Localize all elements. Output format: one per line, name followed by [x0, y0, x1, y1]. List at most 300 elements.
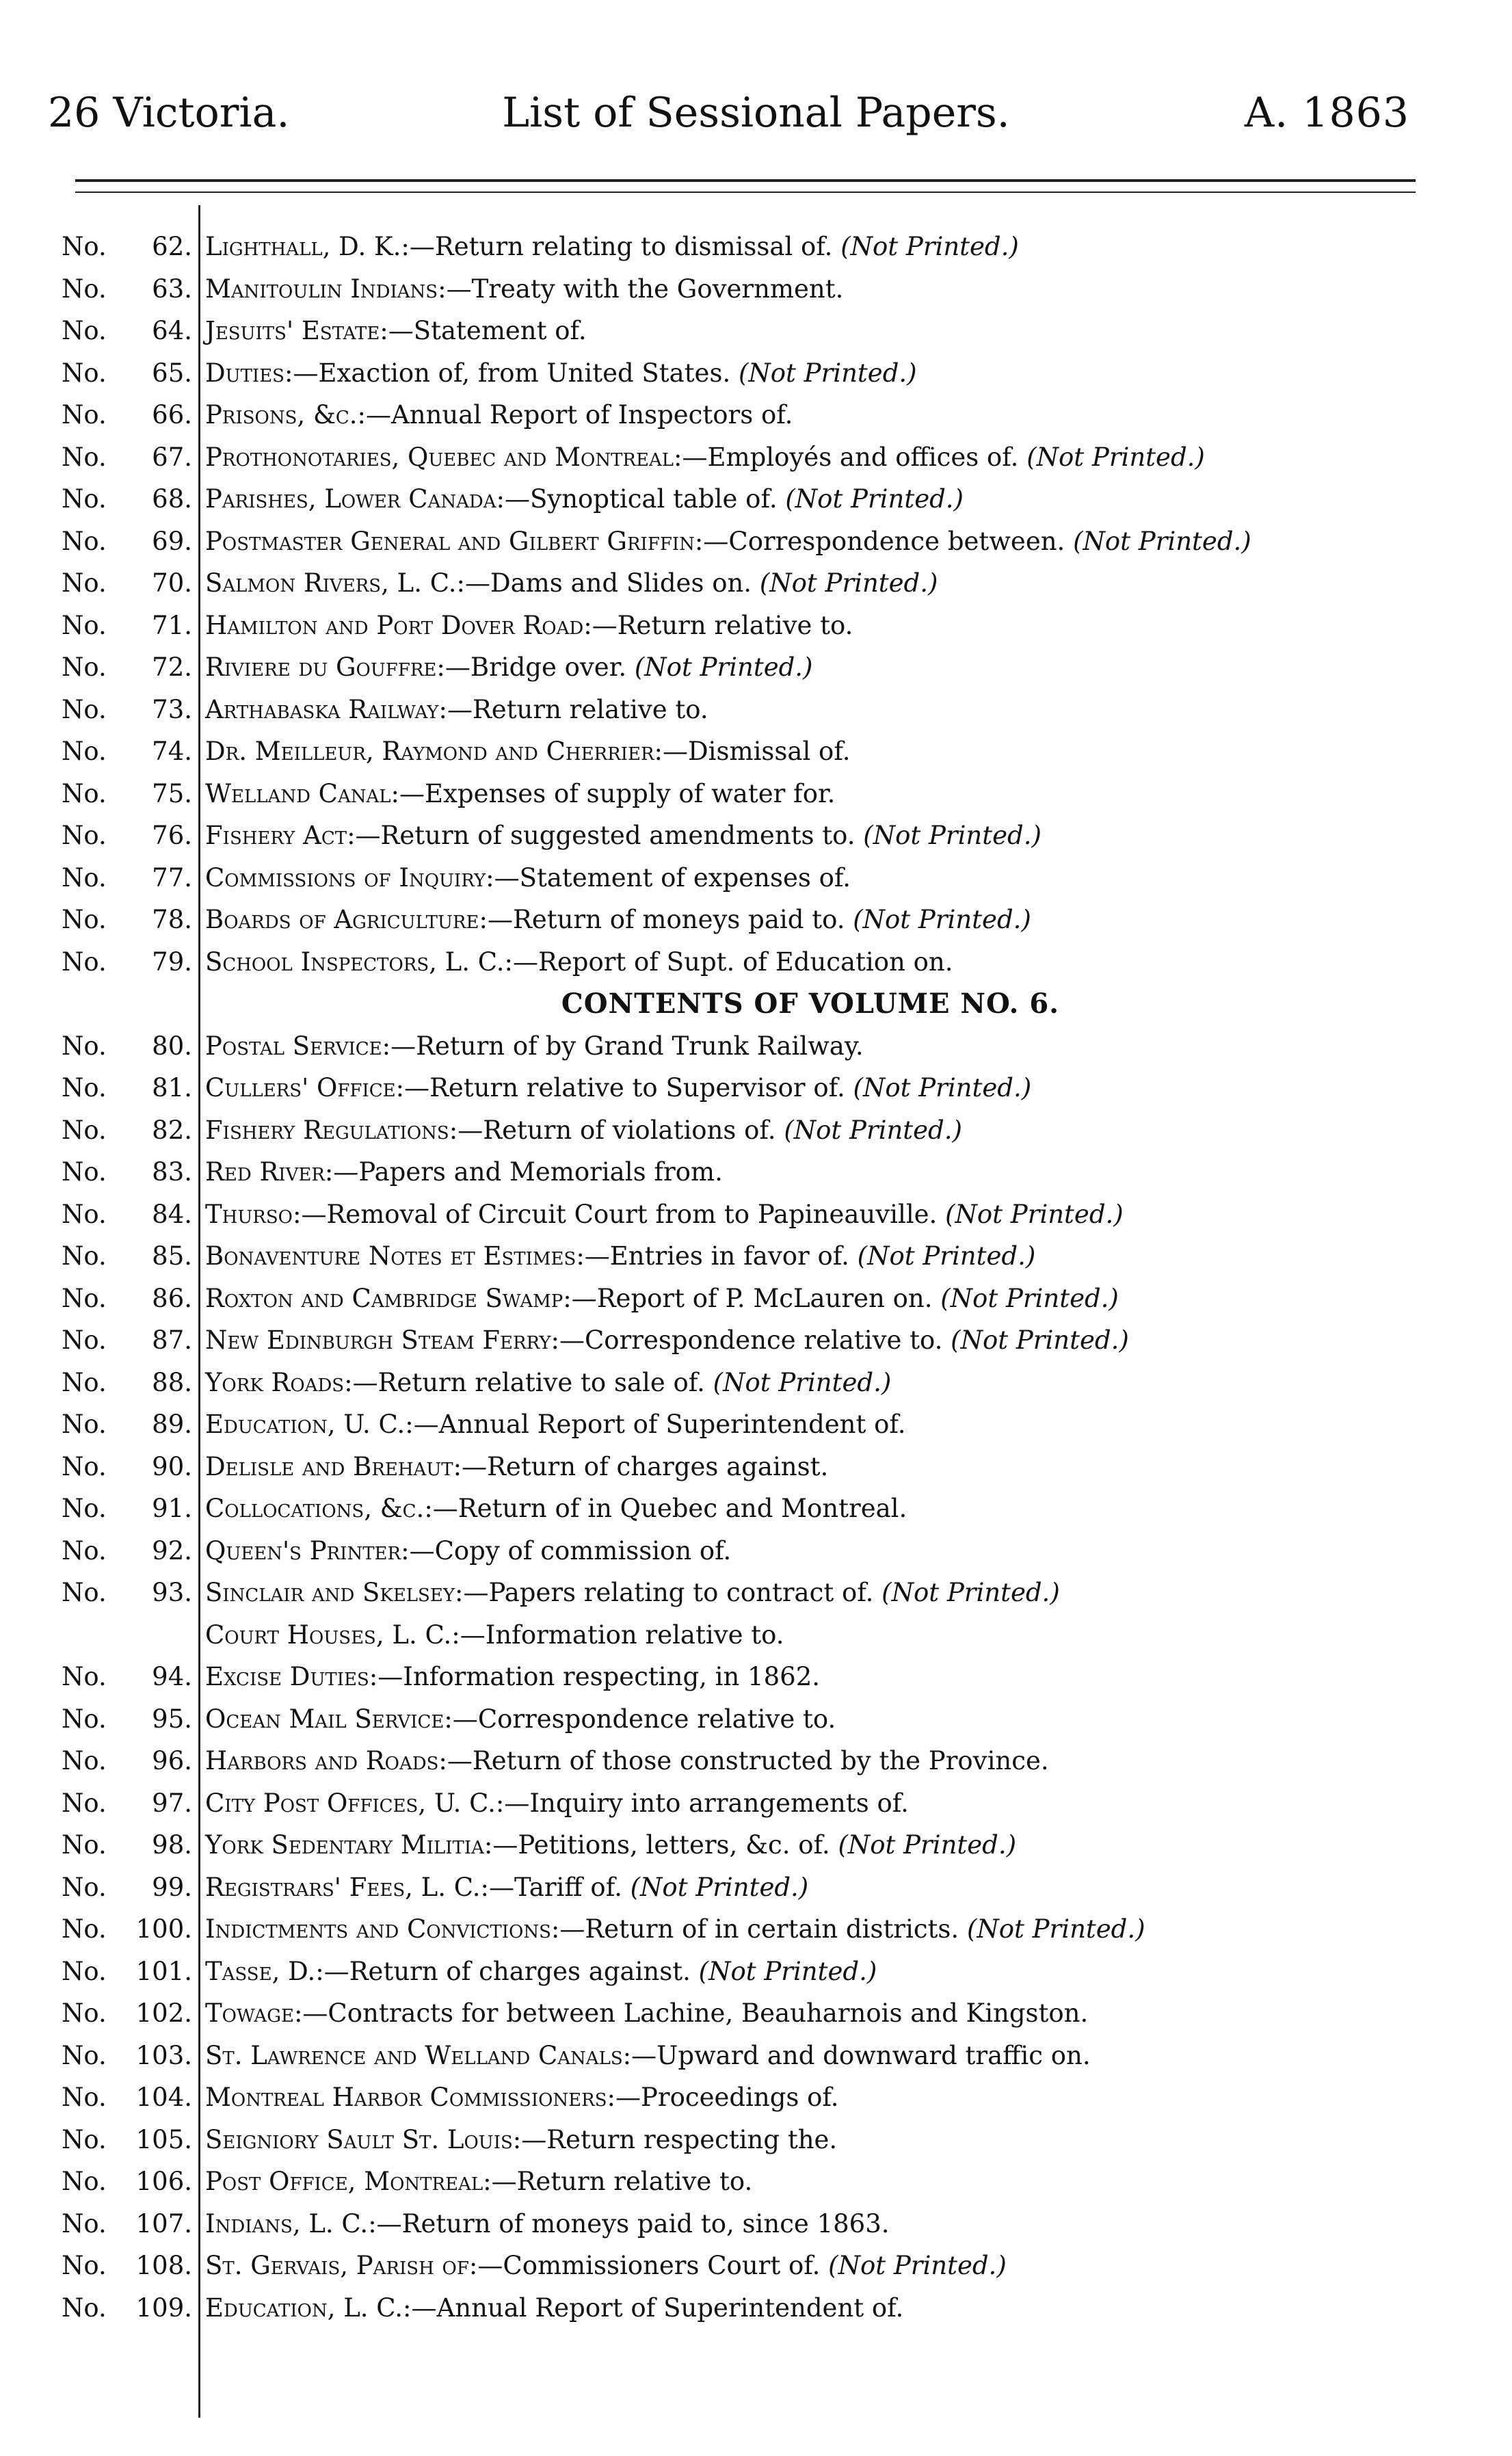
paper-subject: Red River: — [205, 1157, 334, 1187]
header-title: List of Sessional Papers. — [502, 89, 1010, 137]
paper-description: —Return relative to. — [592, 610, 853, 640]
no-label: No. — [62, 568, 107, 598]
paper-number: 74. — [152, 737, 192, 766]
paper-number: 102. — [135, 1998, 192, 2028]
paper-description: —Copy of commission of. — [409, 1535, 732, 1566]
no-label: No. — [62, 737, 107, 766]
list-item — [0, 941, 1512, 983]
paper-subject: Duties: — [205, 358, 293, 388]
paper-subject: New Edinburgh Steam Ferry: — [205, 1325, 559, 1355]
paper-number: 69. — [152, 526, 192, 556]
entries-group-b — [0, 1025, 1512, 2329]
list-item — [0, 352, 1512, 395]
paper-description: —Bridge over. — [445, 652, 627, 682]
paper-subject: Prisons, &c.: — [205, 400, 367, 430]
paper-number: 65. — [152, 358, 192, 388]
list-item — [0, 1992, 1512, 2035]
paper-number: 105. — [135, 2124, 192, 2154]
list-item — [0, 1908, 1512, 1951]
no-label: No. — [62, 526, 107, 556]
paper-subject: Tasse, D.: — [205, 1956, 324, 1986]
paper-number: 92. — [152, 1535, 192, 1566]
list-item — [0, 1782, 1512, 1825]
paper-subject: Welland Canal: — [205, 778, 400, 808]
paper-number: 99. — [152, 1872, 192, 1902]
not-printed-note: (Not Printed.) — [1026, 442, 1205, 472]
paper-subject: Sinclair and Skelsey: — [205, 1578, 464, 1607]
header-year: A. 1863 — [1244, 89, 1409, 137]
no-label: No. — [62, 1956, 107, 1986]
paper-entry — [205, 2203, 890, 2245]
paper-description: —Petitions, letters, &c. of. — [492, 1830, 830, 1860]
paper-number: 95. — [152, 1704, 192, 1734]
paper-subject: Cullers' Office: — [205, 1073, 405, 1102]
not-printed-note: (Not Printed.) — [759, 568, 938, 598]
no-label: No. — [62, 1998, 107, 2028]
list-item — [0, 857, 1512, 899]
paper-entry — [205, 1193, 1124, 1236]
list-item — [0, 2245, 1512, 2287]
paper-description: —Contracts for between Lachine, Beauharnois and Kingston. — [302, 1998, 1089, 2028]
paper-subject: Arthabaska Railway: — [205, 694, 447, 724]
list-item — [0, 1951, 1512, 1993]
paper-entry — [205, 1782, 909, 1825]
paper-subject: Lighthall, D. K.: — [205, 232, 410, 261]
paper-number: 76. — [152, 821, 192, 850]
paper-subject: Harbors and Roads: — [205, 1746, 447, 1775]
list-item — [0, 899, 1512, 941]
paper-description: —Correspondence relative to. — [452, 1704, 836, 1734]
no-label: No. — [62, 1914, 107, 1944]
sessional-papers-list — [0, 226, 1512, 2329]
no-label: No. — [62, 778, 107, 808]
paper-entry — [205, 646, 812, 689]
no-label: No. — [62, 1157, 107, 1187]
not-printed-note: (Not Printed.) — [838, 1830, 1017, 1860]
paper-description: —Return of charges against. — [323, 1956, 691, 1986]
paper-subject: Riviere du Gouffre: — [205, 652, 445, 682]
list-item — [0, 1824, 1512, 1866]
paper-description: —Return of those constructed by the Province. — [447, 1746, 1049, 1775]
paper-entry — [205, 352, 917, 395]
no-label: No. — [62, 694, 107, 724]
paper-subject: Ocean Mail Service: — [205, 1704, 453, 1734]
no-label: No. — [62, 2083, 107, 2112]
paper-description: —Dams and Slides on. — [464, 568, 752, 598]
paper-entry — [205, 2245, 1007, 2287]
paper-entry — [205, 730, 850, 773]
no-label: No. — [62, 1872, 107, 1902]
entries-group-a — [0, 226, 1512, 983]
paper-entry — [205, 268, 843, 311]
not-printed-note: (Not Printed.) — [784, 1115, 962, 1145]
paper-entry — [205, 1951, 877, 1993]
paper-subject: Indians, L. C.: — [205, 2208, 377, 2239]
paper-number: 80. — [152, 1031, 192, 1061]
header-rule-thick — [75, 179, 1416, 182]
list-item — [0, 646, 1512, 689]
paper-subject: Queen's Printer: — [205, 1535, 410, 1566]
paper-description: —Statement of. — [388, 316, 587, 345]
paper-number: 73. — [152, 694, 192, 724]
not-printed-note: (Not Printed.) — [1073, 526, 1251, 556]
paper-description: —Synoptical table of. — [504, 484, 778, 514]
not-printed-note: (Not Printed.) — [828, 2251, 1007, 2280]
paper-description: —Exaction of, from United States. — [293, 358, 731, 388]
no-label: No. — [62, 905, 107, 934]
paper-entry — [205, 1362, 891, 1404]
paper-subject: Post Office, Montreal: — [205, 2167, 492, 2196]
no-label: No. — [62, 2293, 107, 2323]
paper-number: 89. — [152, 1410, 192, 1439]
no-label: No. — [62, 2208, 107, 2239]
paper-description: —Treaty with the Government. — [446, 274, 844, 304]
paper-description: —Correspondence relative to. — [559, 1325, 943, 1355]
list-item — [0, 2035, 1512, 2077]
paper-description: —Annual Report of Inspectors of. — [366, 400, 793, 430]
paper-description: —Removal of Circuit Court from to Papineauville. — [301, 1199, 938, 1229]
paper-number: 63. — [152, 274, 192, 304]
not-printed-note: (Not Printed.) — [966, 1914, 1145, 1944]
list-item — [0, 1698, 1512, 1741]
paper-description: —Expenses of supply of water for. — [399, 778, 836, 808]
paper-entry — [205, 1151, 723, 1193]
list-item — [0, 1235, 1512, 1278]
not-printed-note: (Not Printed.) — [698, 1956, 877, 1986]
list-item — [0, 1866, 1512, 1909]
paper-number: 64. — [152, 316, 192, 345]
paper-subject: Dr. Meilleur, Raymond and Cherrier: — [205, 737, 663, 766]
list-item — [0, 1319, 1512, 1362]
no-label: No. — [62, 1241, 107, 1271]
paper-entry — [205, 562, 938, 605]
paper-subject: Hamilton and Port Dover Road: — [205, 610, 592, 640]
paper-number: 87. — [152, 1325, 192, 1355]
list-item — [0, 310, 1512, 352]
no-label: No. — [62, 1830, 107, 1860]
list-item — [0, 562, 1512, 605]
list-item — [0, 268, 1512, 311]
paper-description: —Papers and Memorials from. — [333, 1157, 723, 1187]
no-label: No. — [62, 2124, 107, 2154]
paper-entry — [205, 1488, 907, 1530]
paper-subject: Excise Duties: — [205, 1662, 378, 1691]
list-item — [0, 1614, 1512, 1656]
paper-number: 108. — [135, 2251, 192, 2280]
no-label: No. — [62, 1578, 107, 1607]
paper-subject: Parishes, Lower Canada: — [205, 484, 505, 514]
paper-entry — [205, 1992, 1088, 2035]
paper-subject: Education, L. C.: — [205, 2293, 412, 2323]
no-label: No. — [62, 1662, 107, 1691]
paper-number: 66. — [152, 400, 192, 430]
no-label: No. — [62, 1746, 107, 1775]
list-item — [0, 1362, 1512, 1404]
paper-description: —Inquiry into arrangements of. — [504, 1788, 909, 1818]
paper-subject: City Post Offices, U. C.: — [205, 1788, 505, 1818]
paper-number: 72. — [152, 652, 192, 682]
not-printed-note: (Not Printed.) — [840, 232, 1019, 261]
paper-subject: St. Lawrence and Welland Canals: — [205, 2040, 632, 2070]
paper-number: 68. — [152, 484, 192, 514]
paper-entry — [205, 1908, 1145, 1951]
paper-number: 85. — [152, 1241, 192, 1271]
no-label: No. — [62, 1283, 107, 1313]
paper-entry — [205, 941, 953, 983]
paper-number: 96. — [152, 1746, 192, 1775]
paper-entry — [205, 2076, 839, 2119]
no-label: No. — [62, 1073, 107, 1102]
paper-entry — [205, 1614, 784, 1656]
paper-subject: Collocations, &c.: — [205, 1494, 433, 1523]
paper-entry — [205, 1656, 820, 1698]
paper-entry — [205, 605, 853, 647]
paper-number: 62. — [152, 232, 192, 261]
paper-entry — [205, 226, 1019, 268]
paper-description: —Return of in Quebec and Montreal. — [432, 1494, 907, 1523]
not-printed-note: (Not Printed.) — [738, 358, 917, 388]
paper-number: 78. — [152, 905, 192, 934]
paper-number: 81. — [152, 1073, 192, 1102]
list-item — [0, 2287, 1512, 2329]
paper-entry — [205, 1866, 808, 1909]
paper-subject: Delisle and Brehaut: — [205, 1451, 462, 1481]
no-label: No. — [62, 1494, 107, 1523]
list-item — [0, 689, 1512, 731]
no-label: No. — [62, 274, 107, 304]
paper-description: —Return relative to sale of. — [352, 1367, 705, 1397]
not-printed-note: (Not Printed.) — [634, 652, 813, 682]
no-label: No. — [62, 1451, 107, 1481]
paper-subject: Postal Service: — [205, 1031, 391, 1061]
paper-subject: St. Gervais, Parish of: — [205, 2251, 478, 2280]
paper-description: —Dismissal of. — [663, 737, 851, 766]
paper-number: 82. — [152, 1115, 192, 1145]
list-item — [0, 1488, 1512, 1530]
paper-subject: York Sedentary Militia: — [205, 1830, 493, 1860]
paper-description: —Return of charges against. — [462, 1451, 829, 1481]
paper-subject: Court Houses, L. C.: — [205, 1620, 460, 1650]
list-item — [0, 394, 1512, 436]
paper-entry — [205, 857, 851, 899]
paper-description: —Report of Supt. of Education on. — [513, 947, 953, 977]
paper-number: 84. — [152, 1199, 192, 1229]
no-label: No. — [62, 1325, 107, 1355]
no-label: No. — [62, 947, 107, 977]
paper-description: —Return relative to. — [447, 694, 708, 724]
paper-number: 93. — [152, 1578, 192, 1607]
no-label: No. — [62, 1788, 107, 1818]
paper-description: —Information respecting, in 1862. — [377, 1662, 821, 1691]
list-item — [0, 815, 1512, 857]
list-item — [0, 478, 1512, 520]
paper-description: —Annual Report of Superintendent of. — [411, 2293, 904, 2323]
paper-description: —Return respecting the. — [521, 2124, 838, 2154]
not-printed-note: (Not Printed.) — [881, 1578, 1060, 1607]
paper-subject: Fishery Act: — [205, 821, 356, 850]
paper-entry — [205, 478, 964, 520]
paper-description: —Papers relating to contract of. — [463, 1578, 874, 1607]
paper-number: 107. — [135, 2208, 192, 2239]
list-item — [0, 1530, 1512, 1572]
list-item — [0, 2076, 1512, 2119]
paper-number: 75. — [152, 778, 192, 808]
paper-description: —Return of moneys paid to. — [487, 905, 845, 934]
paper-entry — [205, 310, 587, 352]
paper-number: 88. — [152, 1367, 192, 1397]
paper-subject: Roxton and Cambridge Swamp: — [205, 1283, 572, 1313]
paper-entry — [205, 1446, 828, 1488]
not-printed-note: (Not Printed.) — [785, 484, 964, 514]
section-heading-row — [0, 983, 1512, 1025]
paper-description: —Return relative to Supervisor of. — [404, 1073, 845, 1102]
paper-entry — [205, 1278, 1119, 1320]
no-label: No. — [62, 1410, 107, 1439]
paper-number: 71. — [152, 610, 192, 640]
not-printed-note: (Not Printed.) — [945, 1199, 1124, 1229]
header-session: 26 Victoria. — [48, 89, 290, 137]
paper-number: 90. — [152, 1451, 192, 1481]
paper-subject: Thurso: — [205, 1199, 302, 1229]
no-label: No. — [62, 442, 107, 472]
paper-entry — [205, 1824, 1016, 1866]
paper-entry — [205, 773, 835, 815]
paper-subject: Seigniory Sault St. Louis: — [205, 2124, 522, 2154]
paper-number: 100. — [135, 1914, 192, 1944]
paper-description: —Return of in certain districts. — [559, 1914, 959, 1944]
not-printed-note: (Not Printed.) — [940, 1283, 1119, 1313]
no-label: No. — [62, 652, 107, 682]
header-rule-thin — [75, 192, 1416, 193]
list-item — [0, 1278, 1512, 1320]
paper-entry — [205, 1319, 1129, 1362]
no-label: No. — [62, 2040, 107, 2070]
paper-subject: Towage: — [205, 1998, 303, 2028]
list-item — [0, 1151, 1512, 1193]
no-label: No. — [62, 1199, 107, 1229]
list-item — [0, 1025, 1512, 1068]
list-item — [0, 436, 1512, 479]
paper-subject: Salmon Rivers, L. C.: — [205, 568, 465, 598]
paper-entry — [205, 1067, 1031, 1109]
paper-subject: Bonaventure Notes et Estimes: — [205, 1241, 585, 1271]
paper-description: —Statement of expenses of. — [494, 862, 851, 893]
paper-entry — [205, 2035, 1091, 2077]
paper-description: —Proceedings of. — [615, 2083, 839, 2112]
paper-entry — [205, 436, 1205, 479]
paper-number: 77. — [152, 862, 192, 893]
paper-description: —Information relative to. — [460, 1620, 784, 1650]
not-printed-note: (Not Printed.) — [630, 1872, 809, 1902]
paper-number: 101. — [135, 1956, 192, 1986]
paper-description: —Tariff of. — [488, 1872, 622, 1902]
paper-subject: Indictments and Convictions: — [205, 1914, 560, 1944]
paper-entry — [205, 1025, 864, 1068]
paper-entry — [205, 520, 1251, 563]
paper-entry — [205, 1740, 1049, 1782]
paper-description: —Annual Report of Superintendent of. — [413, 1410, 906, 1439]
no-label: No. — [62, 1031, 107, 1061]
no-label: No. — [62, 1704, 107, 1734]
no-label: No. — [62, 821, 107, 850]
paper-number: 97. — [152, 1788, 192, 1818]
paper-number: 91. — [152, 1494, 192, 1523]
paper-subject: Fishery Regulations: — [205, 1115, 458, 1145]
paper-number: 70. — [152, 568, 192, 598]
paper-number: 106. — [135, 2167, 192, 2196]
not-printed-note: (Not Printed.) — [713, 1367, 892, 1397]
no-label: No. — [62, 610, 107, 640]
no-label: No. — [62, 2251, 107, 2280]
list-item — [0, 730, 1512, 773]
paper-description: —Entries in favor of. — [584, 1241, 849, 1271]
paper-number: 109. — [135, 2293, 192, 2323]
paper-entry — [205, 1572, 1060, 1614]
not-printed-note: (Not Printed.) — [853, 905, 1031, 934]
list-item — [0, 2203, 1512, 2245]
paper-description: —Return of by Grand Trunk Railway. — [390, 1031, 864, 1061]
list-item — [0, 1740, 1512, 1782]
list-item — [0, 2161, 1512, 2203]
list-item — [0, 1446, 1512, 1488]
paper-description: —Commissioners Court of. — [477, 2251, 821, 2280]
paper-number: 104. — [135, 2083, 192, 2112]
paper-subject: Prothonotaries, Quebec and Montreal: — [205, 442, 682, 472]
paper-subject: York Roads: — [205, 1367, 353, 1397]
no-label: No. — [62, 232, 107, 261]
no-label: No. — [62, 1115, 107, 1145]
no-label: No. — [62, 316, 107, 345]
list-item — [0, 1403, 1512, 1446]
paper-subject: Manitoulin Indians: — [205, 274, 447, 304]
paper-entry — [205, 815, 1042, 857]
not-printed-note: (Not Printed.) — [951, 1325, 1129, 1355]
no-label: No. — [62, 358, 107, 388]
paper-subject: Jesuits' Estate: — [205, 316, 388, 345]
paper-description: —Return relating to dismissal of. — [409, 232, 833, 261]
list-item — [0, 605, 1512, 647]
list-item — [0, 773, 1512, 815]
list-item — [0, 226, 1512, 268]
list-item — [0, 2119, 1512, 2161]
paper-entry — [205, 689, 708, 731]
not-printed-note: (Not Printed.) — [853, 1073, 1032, 1102]
paper-entry — [205, 2119, 837, 2161]
paper-number: 103. — [135, 2040, 192, 2070]
paper-entry — [205, 1109, 962, 1152]
paper-entry — [205, 1530, 731, 1572]
paper-entry — [205, 1698, 836, 1741]
paper-description: —Report of P. McLauren on. — [571, 1283, 933, 1313]
paper-number: 86. — [152, 1283, 192, 1313]
list-item — [0, 1109, 1512, 1152]
list-item — [0, 1572, 1512, 1614]
list-item — [0, 520, 1512, 563]
no-label: No. — [62, 484, 107, 514]
paper-entry — [205, 899, 1031, 941]
paper-description: —Employés and offices of. — [682, 442, 1019, 472]
paper-number: 98. — [152, 1830, 192, 1860]
paper-description: —Return of moneys paid to, since 1863. — [376, 2208, 890, 2239]
paper-subject: Registrars' Fees, L. C.: — [205, 1872, 489, 1902]
paper-description: —Upward and downward traffic on. — [631, 2040, 1091, 2070]
paper-entry — [205, 2161, 752, 2203]
paper-subject: Commissions of Inquiry: — [205, 862, 494, 893]
no-label: No. — [62, 1535, 107, 1566]
paper-subject: Boards of Agriculture: — [205, 905, 488, 934]
not-printed-note: (Not Printed.) — [857, 1241, 1036, 1271]
paper-number: 67. — [152, 442, 192, 472]
